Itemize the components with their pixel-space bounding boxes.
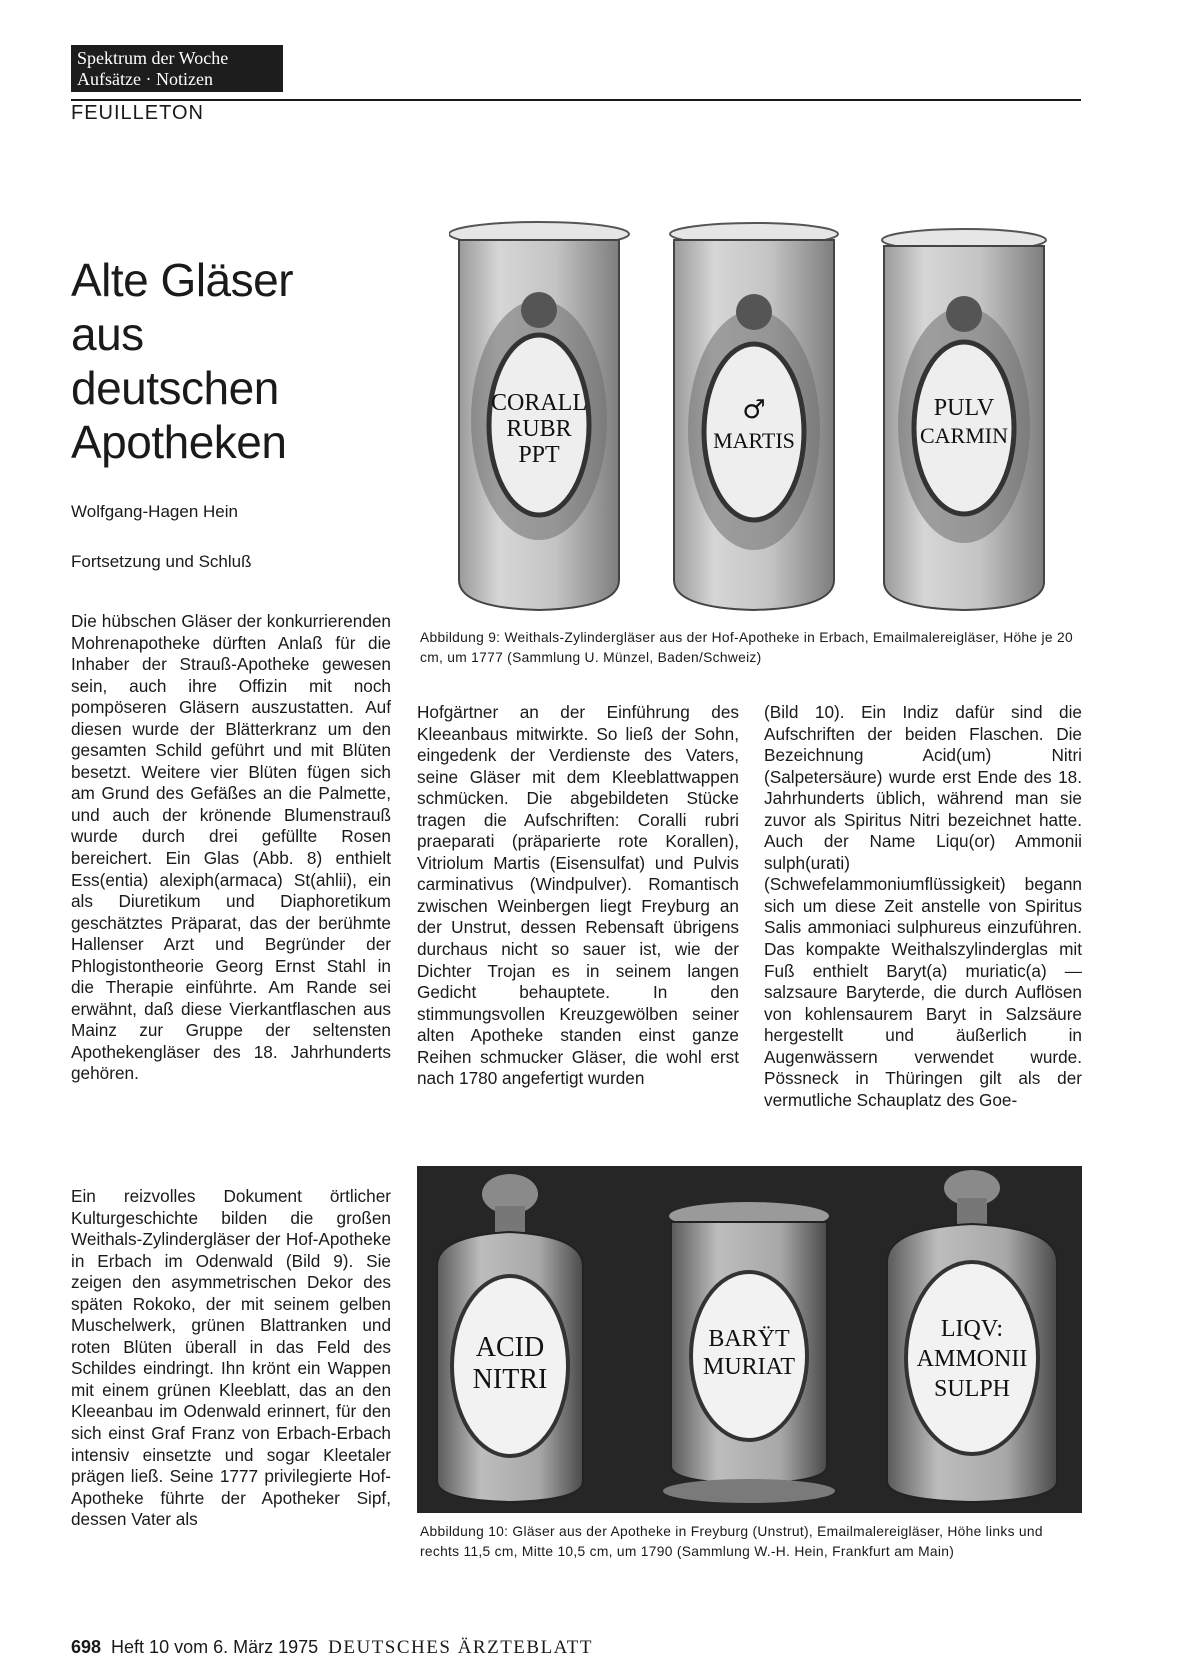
figure-10-photo	[417, 1166, 1082, 1513]
jar-label-line: CARMIN	[919, 423, 1009, 448]
page-footer	[71, 1637, 593, 1659]
jar-martis	[670, 223, 838, 610]
jar-label-line: MARTIS	[713, 428, 795, 453]
bottle-label-line: LIQV:	[940, 1316, 1004, 1342]
header-rule	[71, 99, 1081, 101]
paragraph: Die hübschen Gläser der konkurrierenden Mohrenapotheke dürften Anlaß für die Inhaber der Strauß-Apotheke gewesen sein, auch ihre Offizin mit noch pompöseren Gläsern auszustatten. Auf diesen wurde der Blätterkranz um den gesamten Schild geführt und mit Blüten besetzt. Weitere vier Blüten fügen sich am Grund des Gefäßes an die Palmette, und auch der krönende Blumenstrauß wurde durch drei gefüllte Rosen bereichert. Ein Glas (Abb. 8) enthielt Ess(entia) alexiph(armaca) St(ahlii), ein als Diuretikum und Diaphoretikum geschätztes Präparat, das der berühmte Hallenser Arzt und Begründer der Phlogistontheorie Georg Ernst Stahl in die Therapie einführte. Am Rande sei erwähnt, daß diese Vierkantflaschen aus Mainz zur Gruppe der seltensten Apothekengläser des 18. Jahrhunderts gehören.	[71, 611, 391, 1084]
body-column-1	[71, 611, 391, 1085]
rubric-label: FEUILLETON	[71, 102, 204, 124]
jar-label-line: PULV	[933, 395, 995, 421]
bottle-label-line: NITRI	[472, 1364, 548, 1395]
figure-10-caption: Abbildung 10: Gläser aus der Apotheke in Freyburg (Unstrut), Emailmalereigläser, Höhe links und rechts 11,5 cm, Mitte 10,5 cm, um 1790 (Sammlung W.-H. Hein, Frankfurt am Main)	[420, 1524, 1043, 1559]
body-column-2	[417, 702, 739, 1090]
paragraph: (Bild 10). Ein Indiz dafür sind die Aufschriften der beiden Flaschen. Die Bezeichnung Acid(um) Nitri (Salpetersäure) wurde erst Ende des 18. Jahrhunderts üblich, während man sie zuvor als Spiritus Nitri bezeichnet hatte. Auch der Name Liqu(or) Ammonii sulph(urati) (Schwefelammoniumflüssigkeit) begann sich um diese Zeit anstelle von Spiritus Salis ammoniaci sulphureus einzuführen. Das kompakte Weithalszylinderglas mit Fuß enthielt Baryt(a) muriatic(a) — salzsaure Baryterde, die durch Auflösen von kohlensaurem Baryt in Salzsäure hergestellt und äußerlich in Augenwässern verwendet wurde. Pössneck in Thüringen gilt als der vermutliche Schauplatz des Goe-	[764, 702, 1082, 1110]
bottle-label-line: AMMONII	[916, 1346, 1028, 1372]
issue-info: Heft 10 vom 6. März 1975	[111, 1637, 319, 1657]
article-author: Wolfgang-Hagen Hein	[71, 502, 238, 521]
paragraph: Ein reizvolles Dokument örtlicher Kulturgeschichte bilden die großen Weithals-Zylindergläser der Hof-Apotheke in Erbach im Odenwald (Bild 9). Sie zeigen den asymmetrischen Dekor des späten Rokoko, der mit seinem gelben Muschelwerk, grünen Blattranken und roten Blüten überall in das Feld des Schildes eindringt. Ihn krönt ein Wappen mit einem grünen Kleeblatt, das an den Kleeanbau im Odenwald erinnert, für den sich einst Graf Franz von Erbach-Erbach intensiv einsetzte und sogar Kleetaler prägen ließ. Seine 1777 privilegierte Hof-Apotheke führte der Apotheker Sipf, dessen Vater als	[71, 1186, 391, 1530]
jar-pulvis	[882, 229, 1046, 610]
paragraph: Hofgärtner an der Einführung des Kleeanbaus mitwirkte. So ließ der Sohn, eingedenk der Verdienste des Vaters, seine Gläser mit dem Kleeblattwappen schmücken. Die abgebildeten Stücke tragen die Aufschriften: Coralli rubri praeparati (präparierte rote Korallen), Vitriolum Martis (Eisensulfat) und Pulvis carminativus (Windpulver). Romantisch zwischen Weinbergen liegt Freyburg an der Unstrut, dessen Rebensaft übrigens durchaus nicht so sauer ist, wie der Dichter Trojan es in seinem langen Gedicht behauptete. In den stimmungsvollen Kreuzgewölben seiner alten Apotheke standen einst ganze Reihen schmucker Gläser, die wohl erst nach 1780 angefertigt wurden	[417, 702, 739, 1089]
bottle-label-line: SULPH	[933, 1376, 1011, 1402]
jar-label-line: PPT	[518, 442, 560, 468]
magazine-name: DEUTSCHES ÄRZTEBLATT	[328, 1637, 594, 1658]
section-label-line1: Spektrum der Woche	[77, 48, 229, 68]
jar-label-line: CORALL	[491, 390, 587, 416]
section-label-box	[71, 45, 283, 92]
title-line: Alte Gläser	[71, 254, 294, 306]
title-line: deutschen	[71, 362, 279, 414]
jar-coralli	[449, 222, 629, 610]
page-number: 698	[71, 1637, 102, 1657]
body-column-3	[764, 702, 1082, 1111]
figure-9-photo	[449, 220, 1054, 615]
article-title	[71, 253, 391, 469]
article-subtitle: Fortsetzung und Schluß	[71, 552, 252, 571]
bottle-label-line: ACID	[475, 1332, 545, 1363]
section-label-line2: Aufsätze · Notizen	[77, 69, 213, 89]
jar-label-line: MURIAT	[702, 1354, 796, 1380]
jar-label-line: BARŸT	[708, 1326, 790, 1352]
jar-baryt-muriat	[663, 1202, 835, 1503]
jar-label-line: RUBR	[506, 416, 572, 442]
body-column-1-cont	[71, 1186, 391, 1531]
jar-label-line: ♂	[742, 395, 766, 425]
title-line: aus	[71, 308, 144, 360]
title-line: Apotheken	[71, 416, 287, 468]
figure-9-caption: Abbildung 9: Weithals-Zylindergläser aus der Hof-Apotheke in Erbach, Emailmalereigläser, Höhe je 20 cm, um 1777 (Sammlung U. Münzel, Baden/Schweiz)	[420, 630, 1073, 665]
